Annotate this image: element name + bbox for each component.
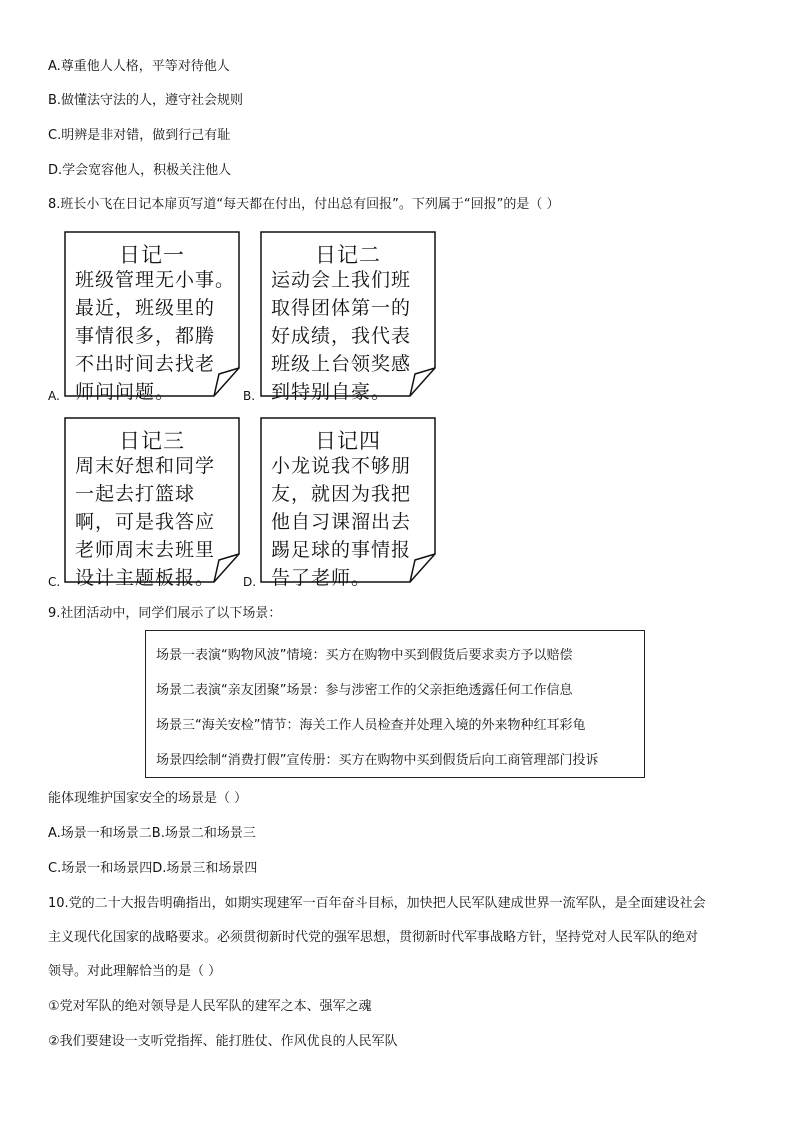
diary-note-1 — [64, 231, 240, 403]
q7-option-b: B.做懂法守法的人，遵守社会规则 — [48, 93, 244, 108]
note-body: 小龙说我不够朋 友，就因为我把 他自习课溜出去 踢足球的事情报 告了老师。 — [271, 455, 412, 589]
diary-note-3 — [64, 417, 240, 589]
note-option-label: C. — [48, 575, 61, 589]
q9-stem: 9.社团活动中，同学们展示了以下场景： — [48, 606, 282, 621]
q9-option-cd: C.场景一和场景四D.场景三和场景四 — [48, 861, 258, 876]
note-body: 运动会上我们班 取得团体第一的 好成绩，我代表 班级上台领奖感 到特别自豪。 — [271, 269, 412, 403]
q10-stem-line3: 领导。对此理解恰当的是（ ） — [48, 964, 222, 979]
q10-stem-line2: 主义现代化国家的战略要求。必须贯彻新时代党的强军思想，贯彻新时代军事战略方针，坚持党对人民军队的绝对 — [48, 930, 699, 945]
q7-option-d: D.学会宽容他人，积极关注他人 — [48, 163, 232, 178]
note-body: 班级管理无小事。 最近，班级里的 事情很多，都腾 不出时间去找老 师问问题。 — [75, 269, 236, 403]
scene-item: 场景四绘制“消费打假”宣传册：买方在购物中买到假货后向工商管理部门投诉 — [156, 753, 599, 768]
scene-item: 场景二表演“亲友团聚”场景：参与涉密工作的父亲拒绝透露任何工作信息 — [156, 683, 573, 698]
note-title: 日记四 — [315, 429, 381, 453]
note-title: 日记一 — [119, 243, 185, 267]
scene-item: 场景一表演“购物风波”情境：买方在购物中买到假货后要求卖方予以赔偿 — [156, 648, 573, 663]
q10-item-2: ②我们要建设一支听党指挥、能打胜仗、作风优良的人民军队 — [48, 1034, 398, 1049]
scene-item: 场景三“海关安检”情节：海关工作人员检查并处理入境的外来物种红耳彩龟 — [156, 718, 586, 733]
note-option-label: A. — [48, 389, 60, 403]
q10-stem-line1: 10.党的二十大报告明确指出，如期实现建军一百年奋斗目标，加快把人民军队建成世界一流军队，是全面建设社会 — [48, 896, 706, 911]
diary-note-4 — [260, 417, 436, 589]
note-body: 周末好想和同学 一起去打篮球 啊，可是我答应 老师周末去班里 设计主题板报。 — [75, 455, 216, 589]
q9-option-ab: A.场景一和场景二B.场景二和场景三 — [48, 826, 256, 841]
q8-stem: 8.班长小飞在日记本扉页写道“每天都在付出，付出总有回报”。下列属于“回报”的是（ ） — [48, 197, 560, 212]
note-title: 日记三 — [119, 429, 185, 453]
q9-question: 能体现维护国家安全的场景是（ ） — [48, 791, 248, 806]
q10-item-1: ①党对军队的绝对领导是人民军队的建军之本、强军之魂 — [48, 999, 372, 1014]
note-title: 日记二 — [315, 243, 381, 267]
q7-option-a: A.尊重他人人格，平等对待他人 — [48, 59, 230, 74]
scene-box — [145, 630, 645, 778]
q7-option-c: C.明辨是非对错，做到行己有耻 — [48, 128, 231, 143]
note-option-label: B. — [243, 389, 256, 403]
diary-note-2 — [260, 231, 436, 403]
note-option-label: D. — [243, 575, 257, 589]
